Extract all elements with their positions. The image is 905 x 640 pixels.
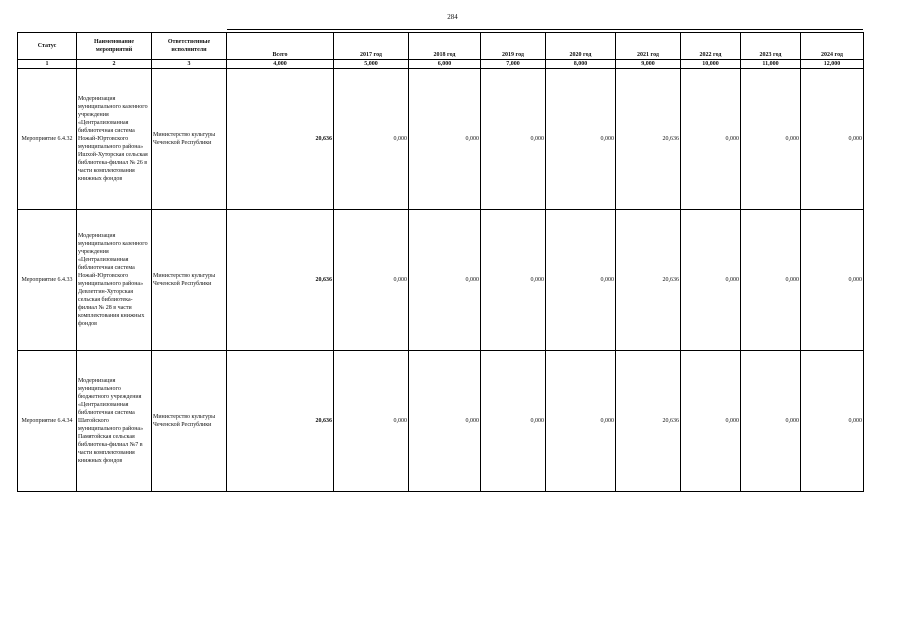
row-value: 0,000	[334, 210, 409, 351]
page-number: 284	[447, 13, 458, 21]
budget-table	[17, 32, 864, 492]
table-row	[18, 210, 864, 351]
header-year: 2023 год	[741, 33, 801, 60]
row-value: 0,000	[546, 69, 616, 210]
column-number: 9,000	[616, 60, 681, 69]
row-executor: Министерство культуры Чеченской Республики	[152, 210, 227, 351]
header-status: Статус	[18, 33, 77, 60]
table-row	[18, 69, 864, 210]
row-value: 0,000	[409, 69, 481, 210]
header-year: 2018 год	[409, 33, 481, 60]
row-status: Мероприятие 6.4.32	[18, 69, 77, 210]
row-value: 0,000	[741, 69, 801, 210]
header-year: 2019 год	[481, 33, 546, 60]
row-name: Модернизация муниципального бюджетного учреждения «Централизованная библиотечная система Шатойского муниципального района» Памятойская сельская библиотека-филиал №7 в части комплектования книжных фондов	[77, 351, 152, 492]
table-row	[18, 351, 864, 492]
column-number: 10,000	[681, 60, 741, 69]
row-value: 0,000	[546, 351, 616, 492]
column-number: 5,000	[334, 60, 409, 69]
row-value: 0,000	[409, 351, 481, 492]
header-executors: Ответственные исполнители	[152, 33, 227, 60]
column-number: 2	[77, 60, 152, 69]
row-value: 0,000	[546, 210, 616, 351]
row-total: 20,636	[227, 351, 334, 492]
row-value: 0,000	[741, 351, 801, 492]
column-number-row	[18, 60, 864, 69]
row-value: 20,636	[616, 69, 681, 210]
row-value: 20,636	[616, 351, 681, 492]
row-name: Модернизация муниципального казенного учреждения «Централизованная библиотечная система Ножай-Юртовского муниципального района» Девлетгин-Хуторская сельская библиотека-филиал № 28 в части комплектования книжных фондов	[77, 210, 152, 351]
header-total: Всего	[227, 33, 334, 60]
header-year: 2022 год	[681, 33, 741, 60]
row-total: 20,636	[227, 210, 334, 351]
row-value: 0,000	[741, 210, 801, 351]
row-value: 0,000	[681, 210, 741, 351]
header-year: 2021 год	[616, 33, 681, 60]
header-row	[18, 33, 864, 60]
column-number: 7,000	[481, 60, 546, 69]
header-rule	[227, 29, 863, 30]
row-value: 0,000	[801, 351, 864, 492]
row-value: 20,636	[616, 210, 681, 351]
column-number: 6,000	[409, 60, 481, 69]
row-value: 0,000	[481, 69, 546, 210]
row-value: 0,000	[334, 351, 409, 492]
column-number: 3	[152, 60, 227, 69]
row-value: 0,000	[409, 210, 481, 351]
row-name: Модернизация муниципального казенного учреждения «Централизованная библиотечная система Ножай-Юртовского муниципального района» Ишхой-Хуторская сельская библиотека-филиал № 26 в части комплектования книжных фондов	[77, 69, 152, 210]
row-executor: Министерство культуры Чеченской Республики	[152, 351, 227, 492]
header-year: 2024 год	[801, 33, 864, 60]
row-value: 0,000	[681, 69, 741, 210]
row-value: 0,000	[481, 351, 546, 492]
row-value: 0,000	[801, 210, 864, 351]
row-status: Мероприятие 6.4.34	[18, 351, 77, 492]
row-value: 0,000	[481, 210, 546, 351]
row-value: 0,000	[334, 69, 409, 210]
header-year: 2020 год	[546, 33, 616, 60]
row-value: 0,000	[801, 69, 864, 210]
column-number: 12,000	[801, 60, 864, 69]
row-status: Мероприятие 6.4.33	[18, 210, 77, 351]
header-year: 2017 год	[334, 33, 409, 60]
column-number: 1	[18, 60, 77, 69]
column-number: 8,000	[546, 60, 616, 69]
column-number: 4,000	[227, 60, 334, 69]
row-value: 0,000	[681, 351, 741, 492]
column-number: 11,000	[741, 60, 801, 69]
row-total: 20,636	[227, 69, 334, 210]
row-executor: Министерство культуры Чеченской Республики	[152, 69, 227, 210]
header-name: Наименование мероприятий	[77, 33, 152, 60]
